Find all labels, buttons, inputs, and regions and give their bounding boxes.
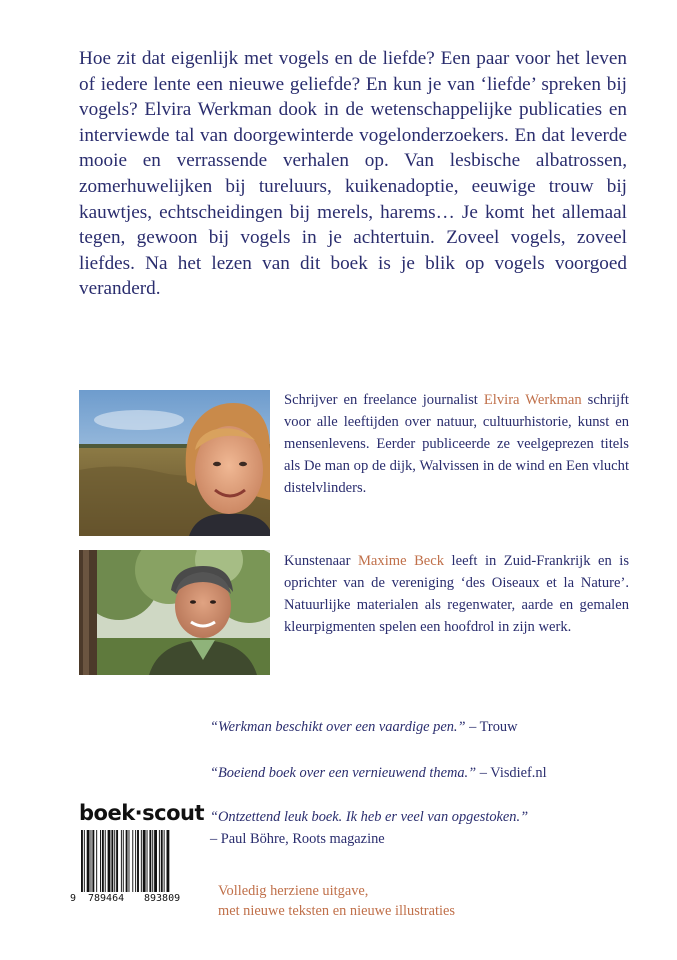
barcode-bar: [126, 830, 128, 892]
barcode-bar: [154, 830, 157, 892]
quote-source: – Visdief.nl: [476, 765, 547, 781]
author-bio: [284, 389, 629, 499]
barcode-bar: [132, 830, 133, 892]
barcode-bar: [129, 830, 130, 892]
illustrator-bio-pre: Kunstenaar: [284, 553, 358, 569]
author-bio-pre: Schrijver en freelance journalist: [284, 392, 484, 408]
barcode-bar: [167, 830, 170, 892]
quote-text: “Boeiend boek over een vernieuwend thema.”: [210, 765, 477, 781]
barcode-bar: [114, 830, 115, 892]
barcode-bar: [105, 830, 106, 892]
review-quote: [210, 716, 630, 738]
barcode-bar: [96, 830, 97, 892]
isbn-group-right: 893809: [144, 893, 181, 904]
illustrator-bio-post: leeft in Zuid-Frankrijk en is oprichter van de vereniging ‘des Oiseaux et la Nature’. Natuurlijke materialen als regenwater, aarde en gemalen kleurpigmenten spelen een hoofdrol in zijn werk.: [284, 553, 629, 636]
quote-text: “Werkman beschikt over een vaardige pen.”: [210, 719, 466, 735]
barcode-bar: [149, 830, 151, 892]
barcode-bar: [135, 830, 136, 892]
barcode-bar: [100, 830, 101, 892]
isbn-first-digit: 9: [70, 893, 77, 904]
quote-source: – Paul Böhre, Roots magazine: [210, 831, 385, 847]
barcode-bar: [111, 830, 113, 892]
blurb-text: Hoe zit dat eigenlijk met vogels en de liefde? Een paar voor het leven of iedere lente een nieuwe geliefde? En kun je van ‘liefde’ spreken bij vogels? Elvira Werkman dook in de wetenschappelijke publicaties en interviewde tal van doorgewinterde vogelonderzoekers. En dat leverde mooie en verrassende verhalen op. Van lesbische albatrossen, zomerhuwelijken bij tureluurs, kuikenadoptie, eeuwige trouw bij kauwtjes, echtscheidingen bij merels, harems… Je komt het allemaal tegen, gewoon bij vogels in je achtertuin. Zoveel vogels, zoveel liefdes. Na het lezen van dit boek is je blik op vogels voorgoed veranderd.: [79, 48, 627, 300]
illustrator-photo: [79, 550, 270, 675]
isbn-group-left: 789464: [88, 893, 125, 904]
barcode-bar: [116, 830, 118, 892]
quote-source: – Trouw: [465, 719, 518, 735]
barcode-bar: [92, 830, 94, 892]
barcode-bar: [164, 830, 165, 892]
barcode-bar: [91, 830, 92, 892]
barcode-bar: [121, 830, 122, 892]
isbn-digits: [70, 893, 210, 909]
logo-text-left: boek: [79, 801, 135, 825]
barcode-bar: [161, 830, 163, 892]
barcode-bar: [143, 830, 146, 892]
author-photo: [79, 390, 270, 536]
edition-note: [218, 881, 618, 921]
author-name: Elvira Werkman: [483, 392, 582, 408]
review-quote: [210, 762, 630, 784]
barcode-bar: [123, 830, 124, 892]
edition-line-2: met nieuwe teksten en nieuwe illustraties: [218, 903, 455, 919]
logo-dot: ·: [134, 801, 143, 825]
review-quote: [210, 806, 630, 850]
barcode-bar: [102, 830, 104, 892]
barcode-bar: [152, 830, 153, 892]
publisher-logo: [79, 801, 205, 827]
barcode-bar: [81, 830, 83, 892]
barcode-bar: [84, 830, 85, 892]
barcode-bar: [137, 830, 139, 892]
barcode-bar: [141, 830, 142, 892]
author-bio-post: schrijft voor alle leeftijden over natuur, cultuurhistorie, kunst en mensenlevens. Eerder publiceerde ze veelgeprezen titels als De man op de dijk, Walvissen in de wind en Een vlucht distelvlinders.: [284, 392, 629, 497]
edition-line-1: Volledig herziene uitgave,: [218, 883, 369, 899]
barcode-bar: [159, 830, 160, 892]
illustrator-bio: [284, 550, 629, 638]
logo-text-right: scout: [142, 801, 205, 825]
illustrator-name: Maxime Beck: [357, 553, 445, 569]
barcode-bar: [147, 830, 148, 892]
barcode-bar: [108, 830, 111, 892]
barcode-bar: [87, 830, 90, 892]
quote-text: “Ontzettend leuk boek. Ik heb er veel van opgestoken.”: [210, 809, 529, 825]
